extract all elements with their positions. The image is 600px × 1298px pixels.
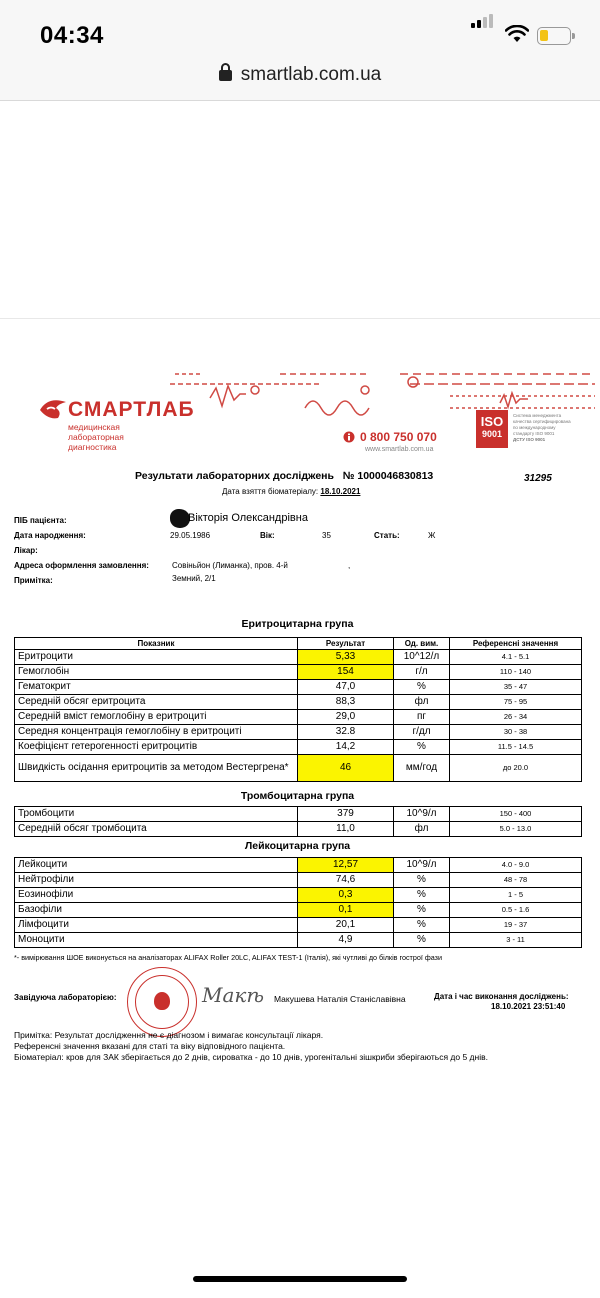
table-row: Середній вміст гемоглобіну в еритроциті 29,0 пг 26 - 34 xyxy=(15,710,582,725)
table-row: Гематокрит 47,0 % 35 - 47 xyxy=(15,680,582,695)
table-row: Середній обсяг еритроцита 88,3 фл 75 - 95 xyxy=(15,695,582,710)
lab-stamp xyxy=(127,967,197,1037)
address-line-2: Земний, 2/1 xyxy=(172,574,216,583)
lab-phone: 0 800 750 070 xyxy=(360,430,437,444)
note-line-2: Референсні значення вказані для статі та віку відповідного пацієнта. xyxy=(14,1041,286,1051)
sex-label: Стать: xyxy=(374,531,400,540)
lab-head-label: Завідуюча лабораторією: xyxy=(14,993,117,1002)
age-value: 35 xyxy=(322,531,331,540)
col-header-indicator: Показник xyxy=(15,638,298,650)
report-code: 31295 xyxy=(524,473,552,484)
sample-date: Дата взяття біоматеріалу: 18.10.2021 xyxy=(222,487,361,496)
lab-tagline: медицинская лабораторная диагностика xyxy=(68,422,124,452)
patient-name-label: ПІБ пацієнта: xyxy=(14,516,67,525)
redaction-mark xyxy=(170,509,190,528)
address-label: Адреса оформлення замовлення: xyxy=(14,561,149,570)
table-row: Еозинофіли 0,3 % 1 - 5 xyxy=(15,888,582,903)
table-row: Швидкість осідання еритроцитів за методом Вестергрена* 46 мм/год до 20.0 xyxy=(15,755,582,782)
note-label: Примітка: xyxy=(14,576,53,585)
group-title-erythrocyte: Еритроцитарна група xyxy=(241,618,354,630)
table-row: Коефіцієнт гетерогенності еритроцитів 14,2 % 11.5 - 14.5 xyxy=(15,740,582,755)
results-table-platelet xyxy=(14,806,582,837)
table-row: Тромбоцити 379 10^9/л 150 - 400 xyxy=(15,807,582,822)
footnote: *- вимірювання ШОЕ виконується на аналізаторах ALIFAX Roller 20LC, ALIFAX TEST-1 (Італія), які чутливі до білків гострої фази xyxy=(14,953,442,962)
group-title-platelet: Тромбоцитарна група xyxy=(240,790,355,802)
table-row: Гемоглобін 154 г/л 110 - 140 xyxy=(15,665,582,680)
dob-value: 29.05.1986 xyxy=(170,531,211,540)
iso-text: Система менеджмента качества сертифицирована по международному стандарту ISO 9001 ДСТУ ISO 9001 xyxy=(513,413,571,442)
table-row: Еритроцити 5,33 10^12/л 4.1 - 5.1 xyxy=(15,650,582,665)
lab-site: www.smartlab.com.ua xyxy=(365,446,434,453)
status-bar xyxy=(0,0,600,60)
handwritten-signature xyxy=(200,980,264,1010)
status-time: 04:34 xyxy=(40,22,104,49)
table-row: Лімфоцити 20,1 % 19 - 37 xyxy=(15,918,582,933)
table-row: Базофіли 0,1 % 0.5 - 1.6 xyxy=(15,903,582,918)
table-row: Моноцити 4,9 % 3 - 11 xyxy=(15,933,582,948)
home-indicator[interactable] xyxy=(193,1276,407,1282)
lab-name: СМАРТЛАБ xyxy=(68,398,195,421)
report-title: Результати лабораторних досліджень № 1000046830813 xyxy=(135,470,434,482)
battery-icon xyxy=(537,27,571,45)
iso-badge: ISO 9001 xyxy=(476,410,508,448)
sex-value: Ж xyxy=(428,531,436,540)
table-header-row xyxy=(15,638,582,650)
col-header-reference: Референсні значення xyxy=(450,638,582,650)
col-header-result: Результат xyxy=(298,638,394,650)
age-label: Вік: xyxy=(260,531,275,540)
url-text: smartlab.com.ua xyxy=(240,64,382,85)
address-comma: , xyxy=(348,561,351,570)
url-display[interactable] xyxy=(0,64,600,86)
note-line-3: Біоматеріал: кров для ЗАК зберігається до 2 днів, сироватка - до 10 днів, урогенітальні зішкриби зберігаються до 5 днів. xyxy=(14,1052,488,1062)
completed-value: 18.10.2021 23:51:40 xyxy=(491,1002,566,1011)
table-row: Середня концентрація гемоглобіну в еритроциті 32.8 г/дл 30 - 38 xyxy=(15,725,582,740)
phone-info-icon xyxy=(343,431,355,443)
patient-name: Вікторія Олександрівна xyxy=(188,512,308,524)
col-header-unit: Од. вим. xyxy=(394,638,450,650)
lock-icon xyxy=(219,70,232,81)
note-line-1: Примітка: Результат дослідження не є діагнозом і вимагає консультації лікаря. xyxy=(14,1030,324,1040)
lab-head-name: Макушева Наталія Станіславівна xyxy=(274,994,406,1004)
results-table-leukocyte xyxy=(14,857,582,948)
wifi-icon xyxy=(505,25,529,43)
dob-label: Дата народження: xyxy=(14,531,86,540)
doctor-label: Лікар: xyxy=(14,546,38,555)
group-title-leukocyte: Лейкоцитарна група xyxy=(244,840,351,852)
completed-label: Дата і час виконання досліджень: xyxy=(434,992,569,1001)
address-line-1: Совіньйон (Лиманка), пров. 4-й xyxy=(172,561,288,570)
address-bar[interactable] xyxy=(0,60,600,101)
svg-text:Макѣ: Макѣ xyxy=(202,983,264,1007)
smartlab-logo-icon xyxy=(38,396,68,420)
results-table-erythrocyte xyxy=(14,637,582,782)
document-page-edge xyxy=(0,318,600,339)
table-row: Середній обсяг тромбоцита 11,0 фл 5.0 - 13.0 xyxy=(15,822,582,837)
table-row: Нейтрофіли 74,6 % 48 - 78 xyxy=(15,873,582,888)
table-row: Лейкоцити 12,57 10^9/л 4.0 - 9.0 xyxy=(15,858,582,873)
